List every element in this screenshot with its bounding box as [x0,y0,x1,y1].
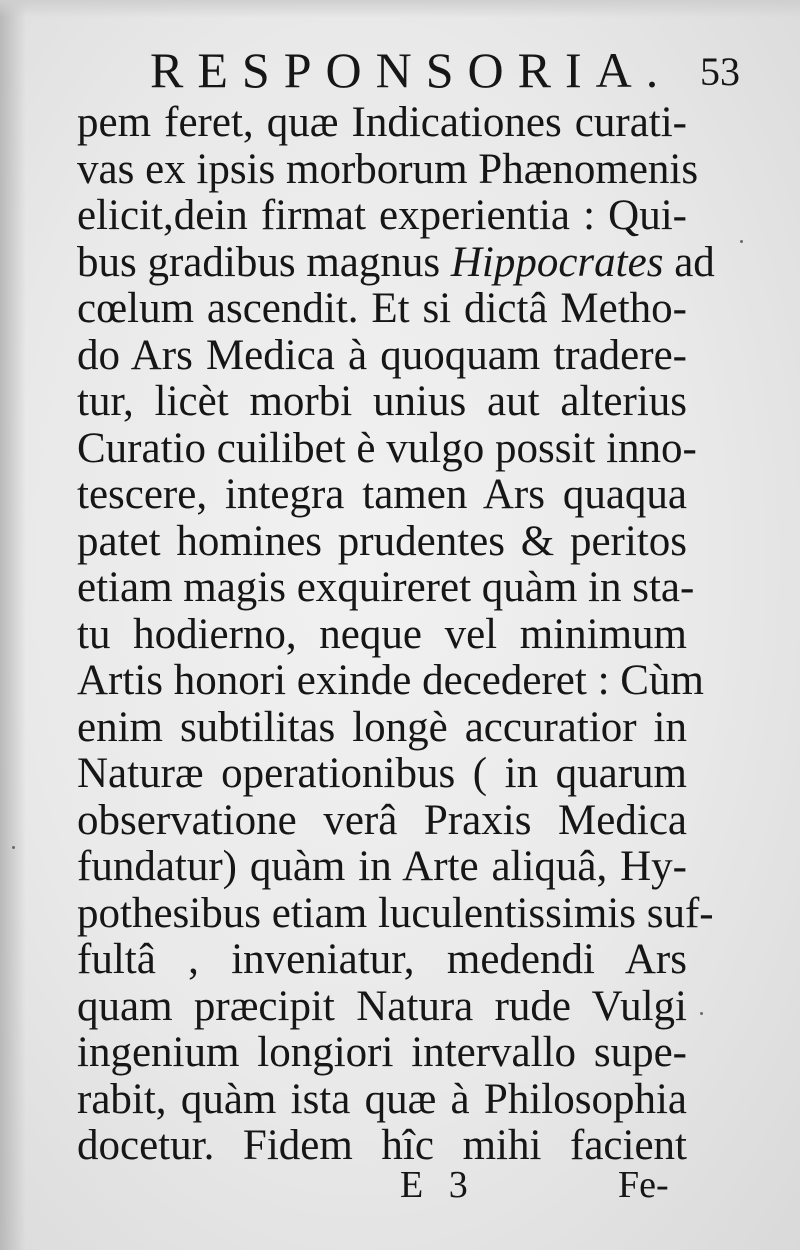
text-line: vas ex ipsis morborum Phænomenis [77,145,699,193]
page-number: 53 [700,49,740,94]
ink-speck [700,1012,703,1015]
text-line: elicit,dein firmat experientia : Qui- [77,192,687,239]
text-line: Curatio cuilibet è vulgo possit inno- [77,424,697,472]
text-line: ingenium longiori intervallo supe- [77,1029,687,1076]
text-line: fultâ , inveniatur, medendi Ars [77,936,687,983]
text-line: pothesibus etiam luculentissimis suf- [77,889,714,937]
text-line: cœlum ascendit. Et si dictâ Metho- [77,285,687,332]
running-title: RESPONSORIA. [150,42,673,98]
gutter-shadow [0,0,26,1250]
text-line: tescere, integra tamen Ars quaqua [77,471,687,518]
ink-speck [12,846,15,849]
text-line: enim subtilitas longè accuratior in [77,703,687,751]
body-text [77,99,715,1170]
text-line: pem feret, quæ Indicationes curati- [77,99,687,146]
text-line: observatione verâ Praxis Medica [77,796,687,844]
text-line: rabit, quàm ista quæ à Philosophia [77,1075,687,1123]
text-line: Naturæ operationibus ( in quarum [77,750,687,797]
ink-speck [740,240,743,243]
top-edge-shadow [0,0,800,18]
italic-name: Hippocrates [450,238,664,286]
text-line: etiam magis exquireret quàm in sta- [77,564,695,611]
text-line: fundatur) quàm in Arte aliquâ, Hy- [77,843,687,890]
text-line: tu hodierno, neque vel minimum [77,610,687,658]
text-line: bus gradibus magnus Hippocrates ad [77,238,715,286]
catchword: Fe- [618,1164,669,1206]
text-line: Artis honori exinde decederet : Cùm [77,657,704,704]
text-line: quam præcipit Natura rude Vulgi [77,982,687,1030]
text-line: do Ars Medica à quoquam tradere- [77,331,687,379]
text-line: docetur. Fidem hîc mihi facient [77,1122,687,1169]
signature-mark: E 3 [400,1164,476,1206]
text-line: patet homines prudentes & peritos [77,517,687,565]
text-line: tur, licèt morbi unius aut alterius [77,378,687,425]
